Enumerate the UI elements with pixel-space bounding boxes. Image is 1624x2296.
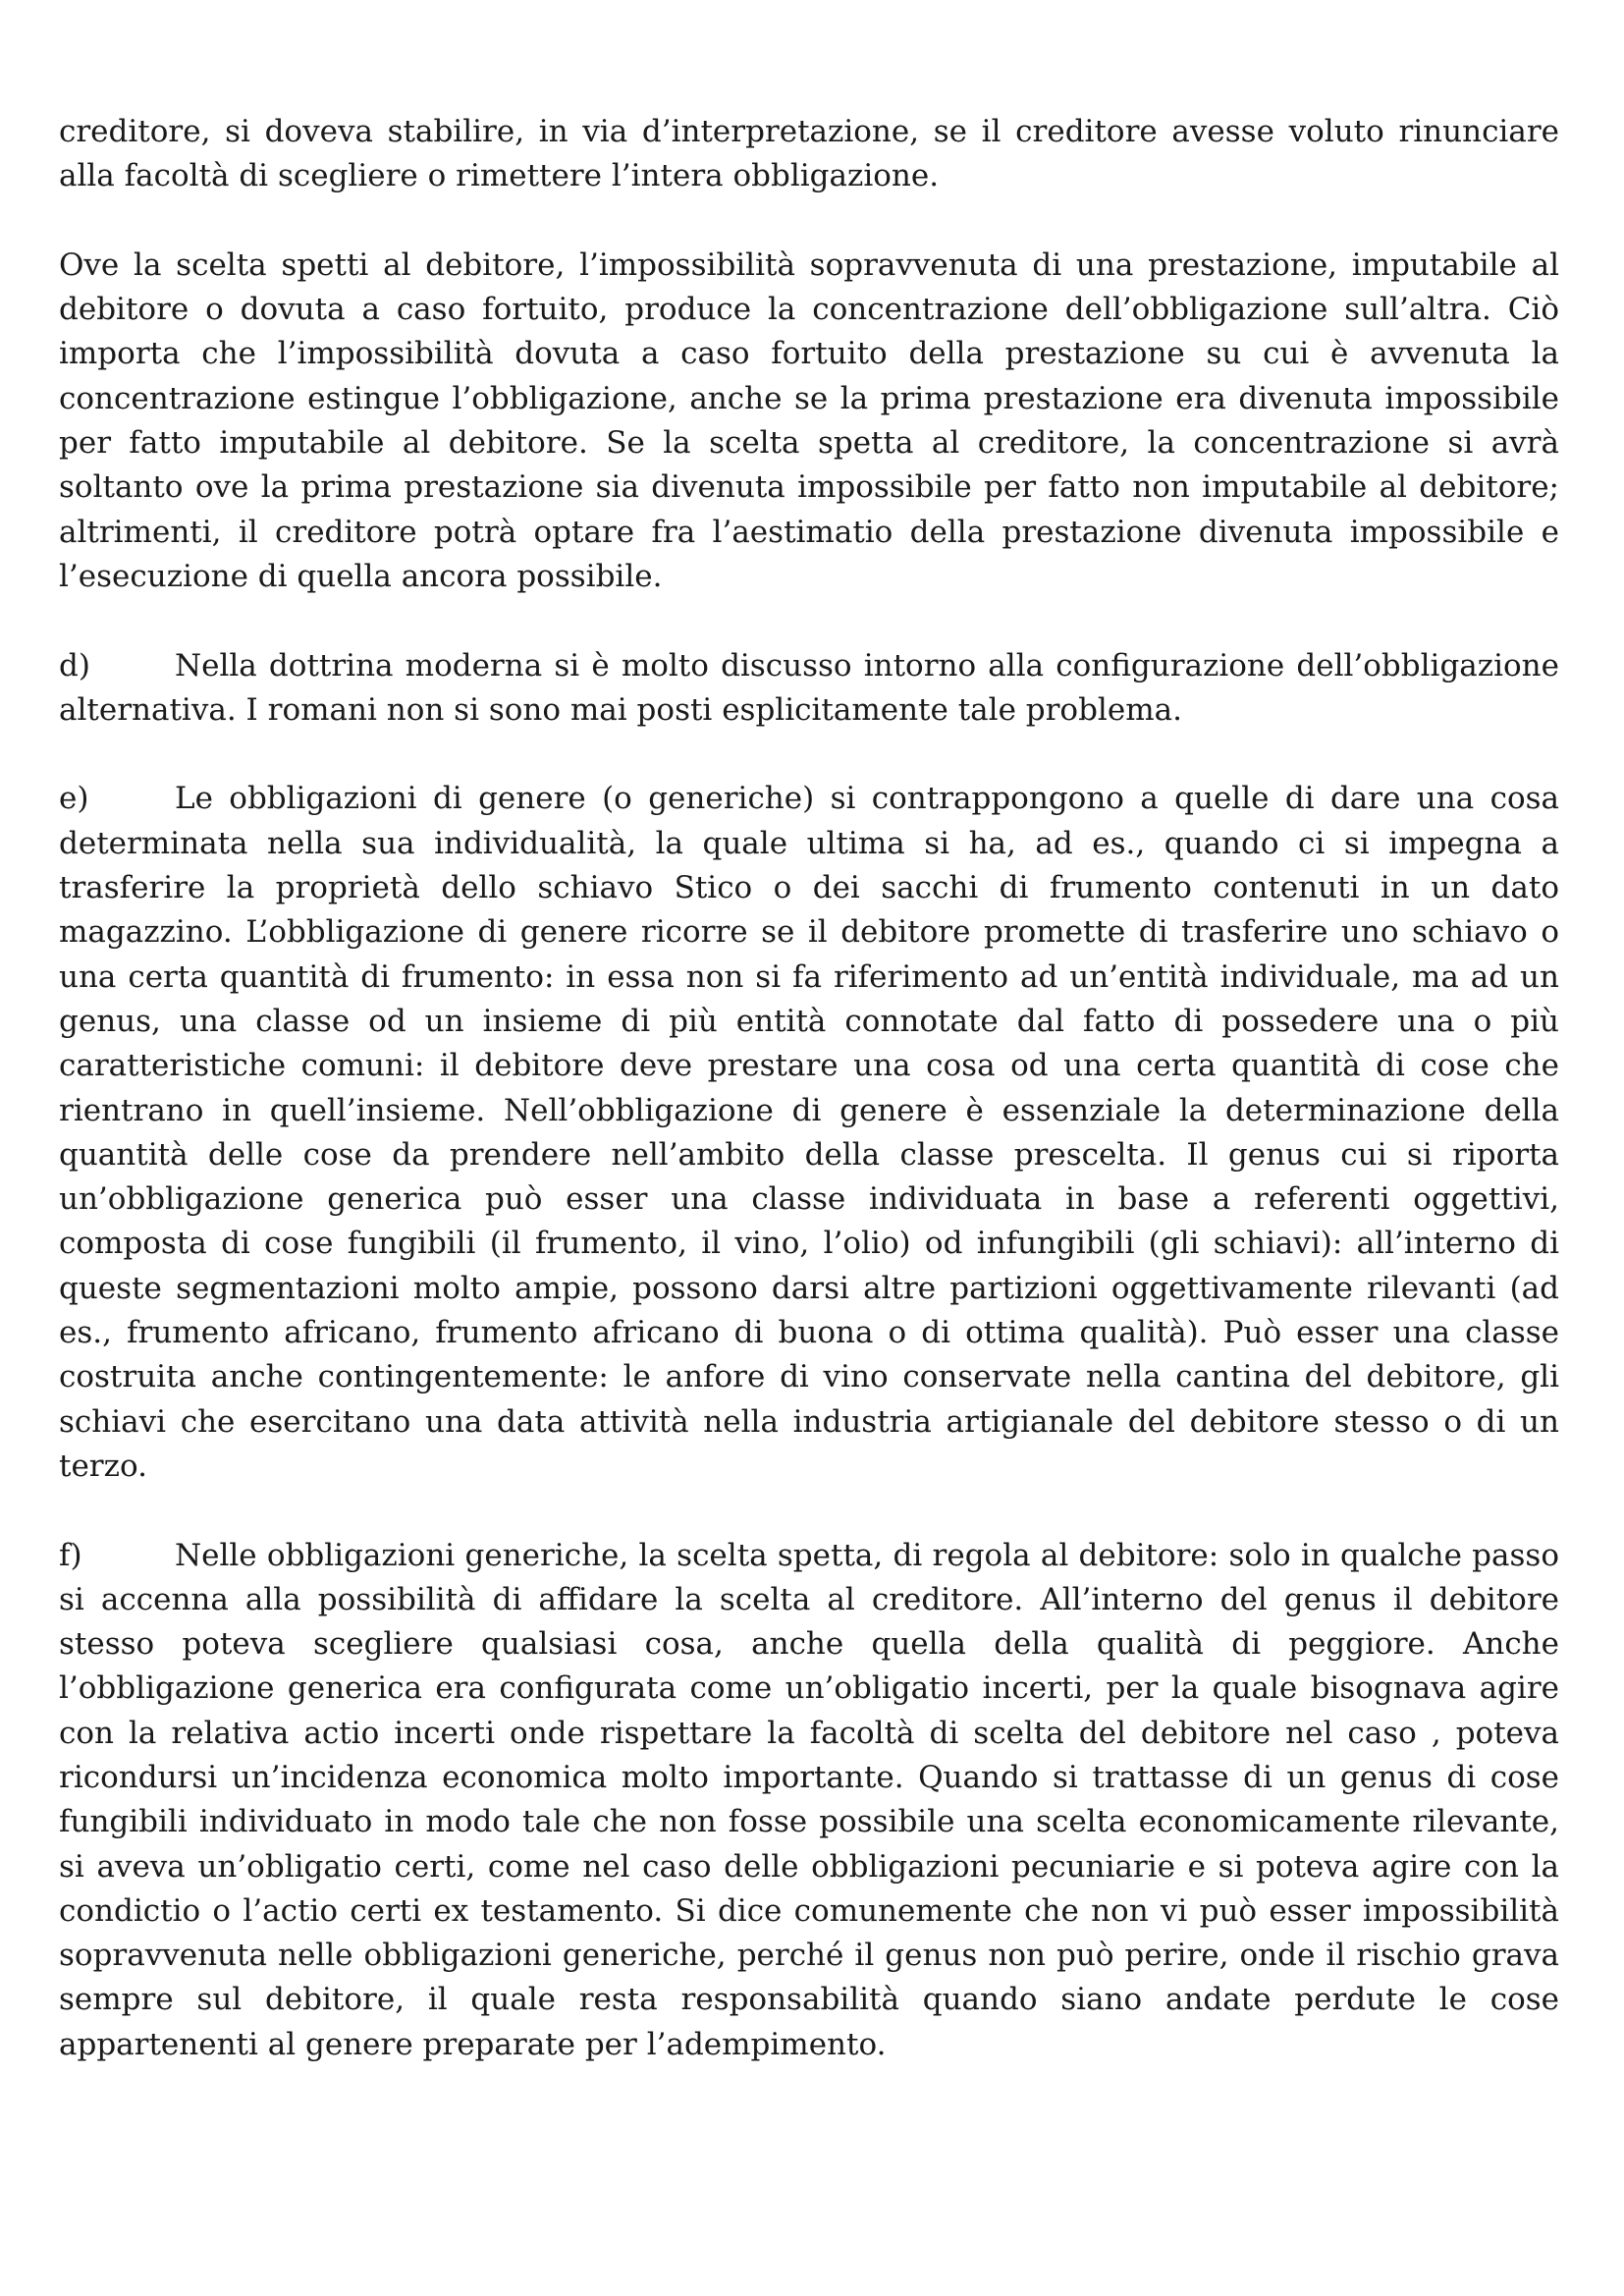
paragraph-text: creditore, si doveva stabilire, in via d’interpretazione, se il creditore avesse voluto rinunciare alla facoltà di scegliere o rimettere l’intera obbligazione. (59, 114, 1559, 194)
paragraph-d (59, 644, 1559, 734)
paragraph-label: e) (59, 781, 89, 817)
body-text (59, 110, 1559, 2111)
paragraph-text: Ove la scelta spetti al debitore, l’impossibilità sopravvenuta di una prestazione, imputabile al debitore o dovuta a caso fortuito, produce la concentrazione dell’obbligazione sull’altra. Ciò importa che l’impossibilità dovuta a caso fortuito della prestazione su cui è avvenuta la concentrazione estingue l’obbligazione, anche se la prima prestazione era divenuta impossibile per fatto imputabile al debitore. Se la scelta spetta al creditore, la concentrazione si avrà soltanto ove la prima prestazione sia divenuta impossibile per fatto non imputabile al debitore; altrimenti, il creditore potrà optare fra l’aestimatio della prestazione divenuta impossibile e l’esecuzione di quella ancora possibile. (59, 246, 1559, 594)
paragraph-label: d) (59, 647, 90, 683)
paragraph-impossibility (59, 244, 1559, 599)
paragraph-e (59, 777, 1559, 1489)
paragraph-text: Nella dottrina moderna si è molto discusso intorno alla configurazione dell’obbligazione alternativa. I romani non si sono mai posti esplicitamente tale problema. (59, 647, 1559, 728)
paragraph-label: f) (59, 1537, 82, 1573)
paragraph-continuation (59, 110, 1559, 199)
paragraph-f (59, 1534, 1559, 2068)
paragraph-text: Le obbligazioni di genere (o generiche) si contrappongono a quelle di dare una cosa determinata nella sua individualità, la quale ultima si ha, ad es., quando ci si impegna a trasferire la proprietà dello schiavo Stico o dei sacchi di frumento contenuti in un dato magazzino. L’obbligazione di genere ricorre se il debitore promette di trasferire uno schiavo o una certa quantità di frumento: in essa non si fa riferimento ad un’entità individuale, ma ad un genus, una classe od un insieme di più entità connotate dal fatto di possedere una o più caratteristiche comuni: il debitore deve prestare una cosa od una certa quantità di cose che rientrano in quell’insieme. Nell’obbligazione di genere è essenziale la determinazione della quantità delle cose da prendere nell’ambito della classe prescelta. Il genus cui si riporta un’obbligazione generica può esser una classe individuata in base a referenti oggettivi, composta di cose fungibili (il frumento, il vino, l’olio) od infungibili (gli schiavi): all’interno di queste segmentazioni molto ampie, possono darsi altre partizioni oggettivamente rilevanti (ad es., frumento africano, frumento africano di buona o di ottima qualità). Può esser una classe costruita anche contingentemente: le anfore di vino conservate nella cantina del debitore, gli schiavi che esercitano una data attività nella industria artigianale del debitore stesso o di un terzo. (59, 781, 1559, 1484)
paragraph-text: Nelle obbligazioni generiche, la scelta spetta, di regola al debitore: solo in qualche passo si accenna alla possibilità di affidare la scelta al creditore. All’interno del genus il debitore stesso poteva scegliere qualsiasi cosa, anche quella della qualità di peggiore. Anche l’obbligazione generica era configurata come un’obligatio incerti, per la quale bisognava agire con la relativa actio incerti onde rispettare la facoltà di scelta del debitore nel caso , poteva ricondursi un’incidenza economica molto importante. Quando si trattasse di un genus di cose fungibili individuato in modo tale che non fosse possibile una scelta economicamente rilevante, si aveva un’obligatio certi, come nel caso delle obbligazioni pecuniarie e si poteva agire con la condictio o l’actio certi ex testamento. Si dice comunemente che non vi può esser impossibilità sopravvenuta nelle obbligazioni generiche, perché il genus non può perire, onde il rischio grava sempre sul debitore, il quale resta responsabilità quando siano andate perdute le cose appartenenti al genere preparate per l’adempimento. (59, 1537, 1559, 2062)
